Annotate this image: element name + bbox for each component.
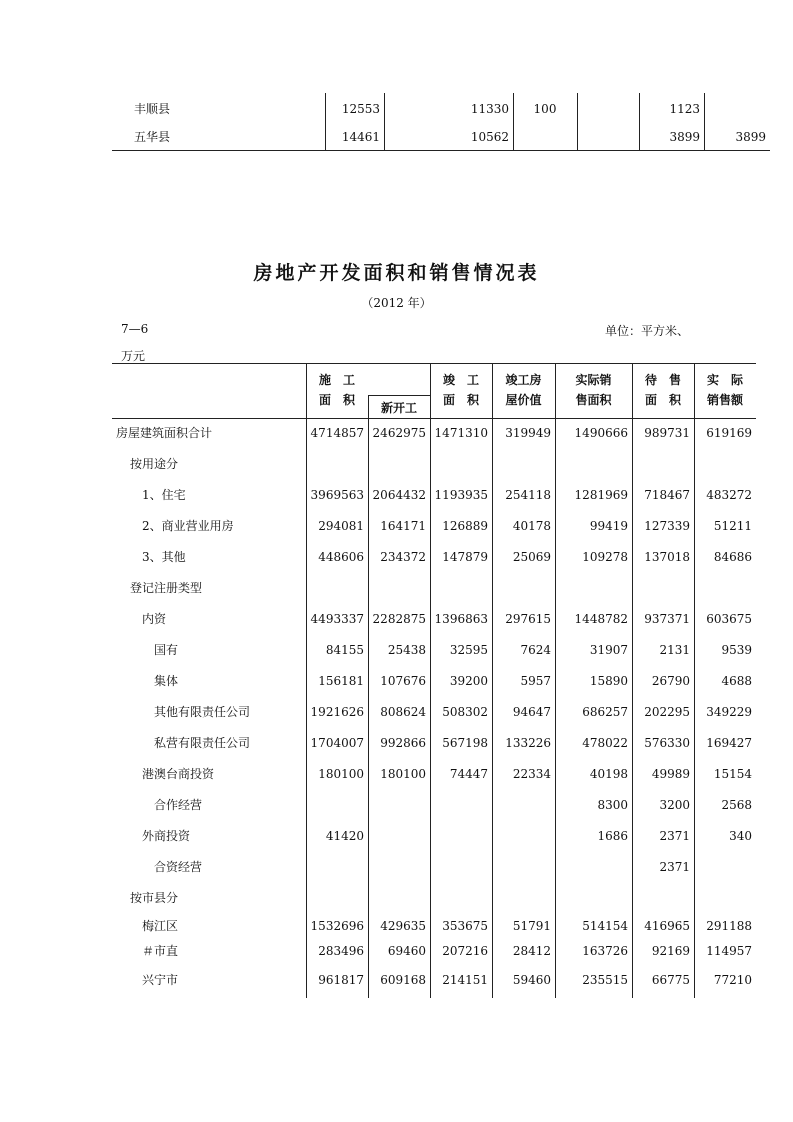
- table-row: [112, 639, 756, 661]
- row-label: 登记注册类型: [130, 581, 203, 595]
- table-row: [112, 969, 756, 991]
- cell: 169427: [706, 736, 752, 750]
- cell: 22334: [512, 767, 551, 781]
- table-row: [112, 95, 770, 124]
- row-label: 梅江区: [142, 919, 179, 933]
- header-new-start: 新开工: [380, 401, 417, 415]
- row-label: 其他有限责任公司: [154, 705, 251, 719]
- cell: 1921626: [310, 705, 364, 719]
- cell: 3200: [659, 798, 690, 812]
- cell: 14461: [341, 130, 380, 144]
- cell: 11330: [470, 102, 509, 116]
- cell: 429635: [380, 919, 426, 933]
- cell: 15154: [713, 767, 752, 781]
- cell: 15890: [589, 674, 628, 688]
- cell: 4688: [721, 674, 752, 688]
- cell: 1193935: [434, 488, 488, 502]
- cell: 99419: [589, 519, 628, 533]
- cell: 283496: [318, 944, 364, 958]
- cell: 28412: [512, 944, 551, 958]
- cell: 127339: [644, 519, 690, 533]
- header-completed-value: 竣工房 屋价值: [505, 373, 542, 407]
- cell: 107676: [380, 674, 426, 688]
- cell: 235515: [582, 973, 628, 987]
- cell: 156181: [318, 674, 364, 688]
- cell: 1490666: [574, 426, 628, 440]
- cell: 32595: [449, 643, 488, 657]
- real-estate-table: [112, 363, 756, 998]
- cell: 126889: [442, 519, 488, 533]
- table-row: [112, 701, 756, 723]
- row-label: 按用途分: [130, 457, 179, 471]
- cell: 164171: [380, 519, 426, 533]
- cell: 39200: [449, 674, 488, 688]
- cell: 297615: [505, 612, 551, 626]
- new-start-header-box: [368, 395, 430, 419]
- row-label: 3、其他: [142, 550, 186, 564]
- cell: 25438: [387, 643, 426, 657]
- cell: 66775: [651, 973, 690, 987]
- cell: 567198: [442, 736, 488, 750]
- row-label: 2、商业营业用房: [142, 519, 234, 533]
- cell: 448606: [318, 550, 364, 564]
- table-row: [112, 484, 756, 506]
- cell: 10562: [470, 130, 509, 144]
- cell: 992866: [380, 736, 426, 750]
- cell: 718467: [644, 488, 690, 502]
- cell: 478022: [582, 736, 628, 750]
- table-row: [112, 915, 756, 937]
- table-row: [112, 887, 756, 909]
- table-row: [112, 940, 756, 962]
- table-row: [112, 732, 756, 754]
- row-label: 集体: [154, 674, 179, 688]
- cell: 77210: [713, 973, 752, 987]
- cell: 8300: [597, 798, 628, 812]
- cell: 180100: [318, 767, 364, 781]
- cell: 1686: [597, 829, 628, 843]
- cell: 207216: [442, 944, 488, 958]
- cell: 2568: [721, 798, 752, 812]
- unit-label: 单位：平方米、: [605, 324, 690, 338]
- cell: 133226: [505, 736, 551, 750]
- cell: 7624: [520, 643, 551, 657]
- cell: 109278: [582, 550, 628, 564]
- row-label: 按市县分: [130, 891, 179, 905]
- cell: 4493337: [310, 612, 364, 626]
- cell: 609168: [380, 973, 426, 987]
- cell: 619169: [706, 426, 752, 440]
- cell: 508302: [442, 705, 488, 719]
- row-label: 私营有限责任公司: [154, 736, 251, 750]
- cell: 576330: [644, 736, 690, 750]
- cell: 69460: [387, 944, 426, 958]
- cell: 353675: [442, 919, 488, 933]
- cell: 51791: [512, 919, 551, 933]
- cell: 137018: [644, 550, 690, 564]
- cell: 51211: [713, 519, 752, 533]
- table-title: 房地产开发面积和销售情况表: [253, 262, 540, 284]
- cell: 41420: [325, 829, 364, 843]
- header-actual-sold-area: 实际销 售面积: [575, 373, 612, 407]
- cell: 2371: [659, 860, 690, 874]
- cell: 74447: [449, 767, 488, 781]
- cell: 94647: [512, 705, 551, 719]
- cell: 180100: [380, 767, 426, 781]
- row-label: 丰顺县: [134, 102, 171, 116]
- table-row: [112, 546, 756, 568]
- row-label: 1、住宅: [142, 488, 186, 502]
- table-code: 7—6: [121, 322, 149, 336]
- row-label: 国有: [154, 643, 179, 657]
- table-row: [112, 515, 756, 537]
- cell: 603675: [706, 612, 752, 626]
- cell: 1448782: [574, 612, 628, 626]
- row-label: ＃市直: [142, 944, 179, 958]
- row-label: 外商投资: [142, 829, 191, 843]
- table-row: [112, 794, 756, 816]
- cell: 294081: [318, 519, 364, 533]
- cell: 3969563: [310, 488, 364, 502]
- cell: 202295: [644, 705, 690, 719]
- cell: 1704007: [310, 736, 364, 750]
- row-label: 房屋建筑面积合计: [116, 426, 213, 440]
- cell: 349229: [706, 705, 752, 719]
- row-label: 内资: [142, 612, 167, 626]
- table-row: [112, 453, 756, 475]
- cell: 319949: [505, 426, 551, 440]
- row-label: 合资经营: [154, 860, 203, 874]
- table-row: [112, 123, 770, 152]
- cell: 31907: [589, 643, 628, 657]
- cell: 254118: [505, 488, 551, 502]
- cell: 989731: [644, 426, 690, 440]
- row-label: 港澳台商投资: [142, 767, 215, 781]
- header-actual-sales-amount: 实 际 销售额: [706, 373, 743, 407]
- table-row: [112, 422, 756, 444]
- cell: 9539: [721, 643, 752, 657]
- cell: 163726: [582, 944, 628, 958]
- header-construction-area: 施 工 面 积: [318, 373, 355, 407]
- cell: 808624: [380, 705, 426, 719]
- cell: 214151: [442, 973, 488, 987]
- cell: 1281969: [574, 488, 628, 502]
- cell: 340: [729, 829, 752, 843]
- table-year: （2012 年）: [361, 296, 432, 310]
- cell: 147879: [442, 550, 488, 564]
- cell: 40198: [589, 767, 628, 781]
- cell: 92169: [651, 944, 690, 958]
- cell: 84686: [713, 550, 752, 564]
- cell: 1396863: [434, 612, 488, 626]
- cell: 1123: [669, 102, 700, 116]
- cell: 3899: [735, 130, 766, 144]
- cell: 40178: [512, 519, 551, 533]
- table-row: [112, 608, 756, 630]
- row-label: 五华县: [134, 130, 171, 144]
- cell: 234372: [380, 550, 426, 564]
- cell: 114957: [706, 944, 752, 958]
- cell: 2462975: [372, 426, 426, 440]
- cell: 1532696: [310, 919, 364, 933]
- cell: 514154: [582, 919, 628, 933]
- cell: 5957: [520, 674, 551, 688]
- cell: 2371: [659, 829, 690, 843]
- row-label: 兴宁市: [142, 973, 179, 987]
- cell: 25069: [512, 550, 551, 564]
- cell: 49989: [651, 767, 690, 781]
- table-row: [112, 856, 756, 878]
- cell: 291188: [706, 919, 752, 933]
- header-completed-area: 竣 工 面 积: [442, 373, 479, 407]
- table-row: [112, 825, 756, 847]
- cell: 937371: [644, 612, 690, 626]
- cell: 26790: [651, 674, 690, 688]
- header-pending-sale-area: 待 售 面 积: [644, 373, 681, 407]
- cell: 12553: [341, 102, 380, 116]
- table-row: [112, 763, 756, 785]
- cell: 483272: [706, 488, 752, 502]
- cell: 4714857: [310, 426, 364, 440]
- previous-table-fragment: [112, 93, 770, 151]
- cell: 3899: [669, 130, 700, 144]
- table-top-rule: [112, 363, 756, 364]
- cell: 416965: [644, 919, 690, 933]
- cell: 2282875: [372, 612, 426, 626]
- cell: 100: [533, 102, 557, 116]
- header-bottom-rule: [112, 418, 756, 419]
- row-label: 合作经营: [154, 798, 203, 812]
- cell: 84155: [325, 643, 364, 657]
- cell: 1471310: [434, 426, 488, 440]
- cell: 2131: [659, 643, 690, 657]
- table-row: [112, 577, 756, 599]
- cell: 961817: [318, 973, 364, 987]
- cell: 686257: [582, 705, 628, 719]
- cell: 2064432: [372, 488, 426, 502]
- unit-label-continued: 万元: [121, 349, 146, 363]
- table-row: [112, 670, 756, 692]
- cell: 59460: [512, 973, 551, 987]
